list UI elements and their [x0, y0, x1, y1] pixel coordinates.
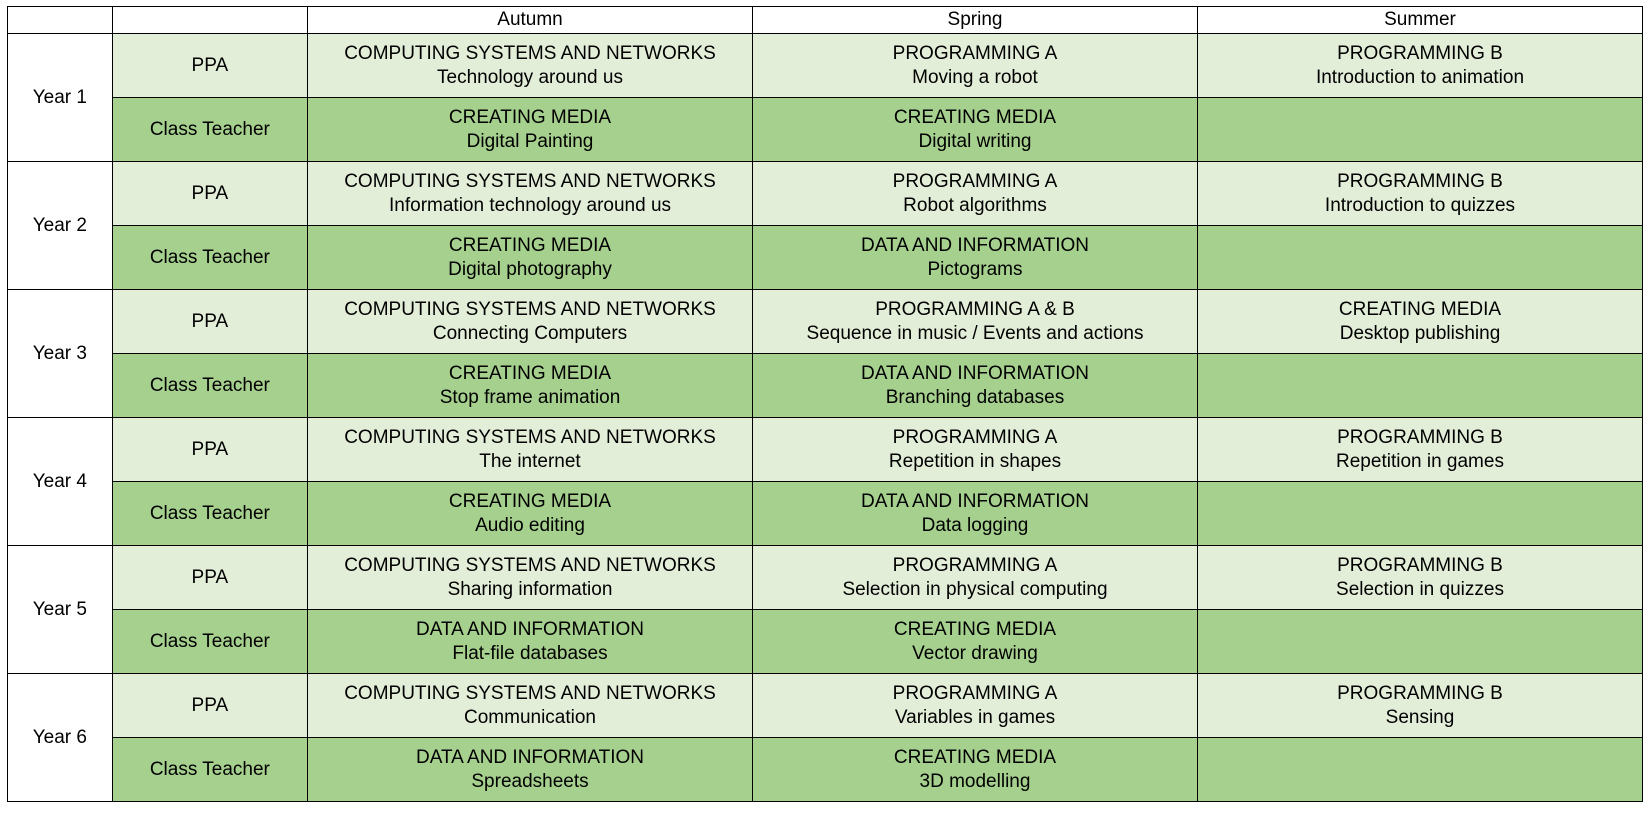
unit-strand: PROGRAMMING B	[1337, 426, 1503, 448]
unit-topic: Technology around us	[437, 66, 623, 88]
unit-strand: CREATING MEDIA	[448, 234, 612, 256]
unit-topic: Vector drawing	[912, 642, 1038, 664]
unit-cell-autumn	[308, 610, 753, 674]
unit-topic: Spreadsheets	[471, 770, 589, 792]
unit-strand: PROGRAMMING A	[892, 554, 1058, 576]
unit-strand: COMPUTING SYSTEMS AND NETWORKS	[344, 42, 716, 64]
unit-cell-summer	[1197, 418, 1642, 482]
curriculum-table	[7, 6, 1643, 802]
year-label: Year 5	[8, 546, 113, 674]
unit-cell-autumn	[308, 546, 753, 610]
unit-topic: Data logging	[921, 514, 1029, 536]
role-label: PPA	[112, 290, 307, 354]
unit-cell-autumn	[308, 290, 753, 354]
unit-strand: DATA AND INFORMATION	[860, 362, 1089, 384]
role-label: Class Teacher	[112, 98, 307, 162]
unit-strand: CREATING MEDIA	[893, 618, 1057, 640]
unit-strand: CREATING MEDIA	[448, 490, 612, 512]
unit-strand: PROGRAMMING A	[892, 682, 1058, 704]
unit-strand: PROGRAMMING A	[892, 170, 1058, 192]
unit-topic: Audio editing	[475, 514, 585, 536]
unit-cell-autumn	[308, 674, 753, 738]
unit-cell-summer	[1197, 610, 1642, 674]
unit-strand: COMPUTING SYSTEMS AND NETWORKS	[344, 426, 716, 448]
unit-strand: PROGRAMMING A	[892, 42, 1058, 64]
unit-topic: Introduction to quizzes	[1324, 194, 1516, 216]
year-4-class-teacher-row	[8, 482, 1643, 546]
unit-topic: Selection in physical computing	[842, 578, 1108, 600]
unit-strand: DATA AND INFORMATION	[416, 618, 645, 640]
role-label: Class Teacher	[112, 226, 307, 290]
year-1-class-teacher-row	[8, 98, 1643, 162]
unit-strand: PROGRAMMING A & B	[875, 298, 1075, 320]
unit-topic: 3D modelling	[919, 770, 1031, 792]
unit-cell-spring	[753, 354, 1198, 418]
unit-topic: Pictograms	[927, 258, 1023, 280]
unit-cell-spring	[753, 546, 1198, 610]
unit-cell-spring	[753, 226, 1198, 290]
unit-topic: Stop frame animation	[439, 386, 621, 408]
unit-strand: PROGRAMMING B	[1337, 554, 1503, 576]
unit-strand: DATA AND INFORMATION	[416, 746, 645, 768]
unit-topic: Moving a robot	[912, 66, 1038, 88]
unit-topic: Communication	[464, 706, 596, 728]
unit-topic: Sensing	[1385, 706, 1455, 728]
term-header-row	[8, 7, 1643, 34]
unit-cell-spring	[753, 674, 1198, 738]
unit-strand: COMPUTING SYSTEMS AND NETWORKS	[344, 682, 716, 704]
unit-cell-summer	[1197, 738, 1642, 802]
corner-header	[8, 7, 113, 34]
role-label: PPA	[112, 674, 307, 738]
role-label: PPA	[112, 546, 307, 610]
role-label: PPA	[112, 418, 307, 482]
year-label: Year 4	[8, 418, 113, 546]
unit-cell-spring	[753, 738, 1198, 802]
year-4-ppa-row	[8, 418, 1643, 482]
year-3-class-teacher-row	[8, 354, 1643, 418]
year-label: Year 2	[8, 162, 113, 290]
unit-topic: Digital writing	[918, 130, 1032, 152]
unit-cell-autumn	[308, 738, 753, 802]
unit-topic: Connecting Computers	[432, 322, 628, 344]
unit-strand: CREATING MEDIA	[448, 106, 612, 128]
year-2-ppa-row	[8, 162, 1643, 226]
unit-cell-summer	[1197, 354, 1642, 418]
unit-cell-spring	[753, 610, 1198, 674]
unit-topic: Information technology around us	[389, 194, 672, 216]
curriculum-body	[8, 34, 1643, 802]
unit-strand: CREATING MEDIA	[448, 362, 612, 384]
year-label: Year 1	[8, 34, 113, 162]
year-label: Year 6	[8, 674, 113, 802]
unit-topic: Variables in games	[894, 706, 1056, 728]
unit-topic: Sharing information	[447, 578, 613, 600]
unit-cell-summer	[1197, 226, 1642, 290]
year-label: Year 3	[8, 290, 113, 418]
unit-strand: DATA AND INFORMATION	[860, 490, 1089, 512]
term-header-spring: Spring	[753, 7, 1198, 34]
unit-cell-autumn	[308, 226, 753, 290]
role-label: Class Teacher	[112, 482, 307, 546]
unit-topic: Introduction to animation	[1315, 66, 1525, 88]
year-5-class-teacher-row	[8, 610, 1643, 674]
term-header-autumn: Autumn	[308, 7, 753, 34]
unit-strand: CREATING MEDIA	[893, 106, 1057, 128]
unit-strand: PROGRAMMING B	[1337, 42, 1503, 64]
unit-topic: Robot algorithms	[903, 194, 1047, 216]
role-label: Class Teacher	[112, 354, 307, 418]
unit-cell-autumn	[308, 418, 753, 482]
unit-cell-summer	[1197, 162, 1642, 226]
unit-cell-spring	[753, 34, 1198, 98]
unit-strand: DATA AND INFORMATION	[860, 234, 1089, 256]
unit-cell-spring	[753, 98, 1198, 162]
year-6-ppa-row	[8, 674, 1643, 738]
year-2-class-teacher-row	[8, 226, 1643, 290]
unit-strand: PROGRAMMING A	[892, 426, 1058, 448]
unit-strand: CREATING MEDIA	[893, 746, 1057, 768]
year-6-class-teacher-row	[8, 738, 1643, 802]
unit-cell-summer	[1197, 674, 1642, 738]
unit-cell-summer	[1197, 98, 1642, 162]
term-header-summer: Summer	[1197, 7, 1642, 34]
year-1-ppa-row	[8, 34, 1643, 98]
unit-cell-autumn	[308, 354, 753, 418]
unit-topic: The internet	[479, 450, 581, 472]
unit-cell-autumn	[308, 98, 753, 162]
unit-cell-autumn	[308, 482, 753, 546]
year-3-ppa-row	[8, 290, 1643, 354]
unit-topic: Desktop publishing	[1339, 322, 1501, 344]
unit-strand: CREATING MEDIA	[1338, 298, 1502, 320]
unit-topic: Repetition in games	[1336, 450, 1504, 472]
unit-topic: Flat-file databases	[452, 642, 608, 664]
role-header	[112, 7, 307, 34]
unit-cell-spring	[753, 418, 1198, 482]
unit-topic: Digital Painting	[466, 130, 594, 152]
unit-cell-autumn	[308, 162, 753, 226]
unit-cell-spring	[753, 162, 1198, 226]
unit-strand: COMPUTING SYSTEMS AND NETWORKS	[344, 554, 716, 576]
unit-cell-summer	[1197, 34, 1642, 98]
unit-topic: Selection in quizzes	[1336, 578, 1504, 600]
unit-topic: Digital photography	[448, 258, 612, 280]
role-label: Class Teacher	[112, 610, 307, 674]
unit-strand: PROGRAMMING B	[1337, 682, 1503, 704]
unit-cell-summer	[1197, 546, 1642, 610]
unit-strand: COMPUTING SYSTEMS AND NETWORKS	[344, 298, 716, 320]
unit-cell-autumn	[308, 34, 753, 98]
unit-strand: PROGRAMMING B	[1337, 170, 1503, 192]
unit-cell-summer	[1197, 482, 1642, 546]
unit-strand: COMPUTING SYSTEMS AND NETWORKS	[344, 170, 716, 192]
unit-cell-summer	[1197, 290, 1642, 354]
role-label: PPA	[112, 162, 307, 226]
unit-topic: Repetition in shapes	[888, 450, 1062, 472]
year-5-ppa-row	[8, 546, 1643, 610]
unit-cell-spring	[753, 482, 1198, 546]
unit-topic: Sequence in music / Events and actions	[806, 322, 1144, 344]
role-label: PPA	[112, 34, 307, 98]
role-label: Class Teacher	[112, 738, 307, 802]
unit-cell-spring	[753, 290, 1198, 354]
unit-topic: Branching databases	[885, 386, 1065, 408]
